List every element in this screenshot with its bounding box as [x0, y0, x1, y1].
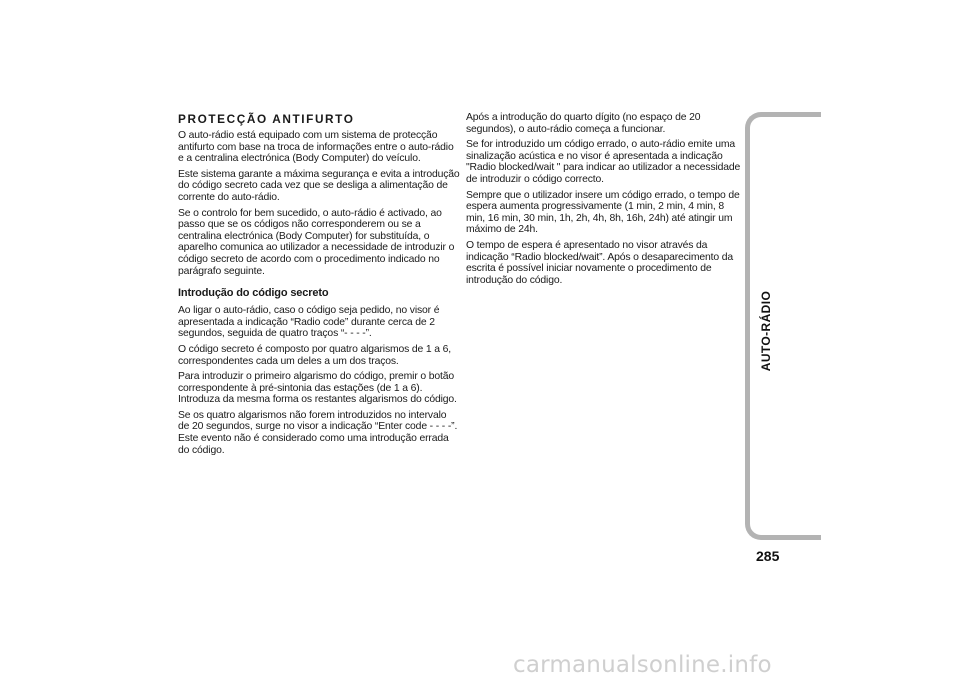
subsection-title: Introdução do código secreto	[178, 287, 329, 300]
section-title: PROTECÇÃO ANTIFURTO	[178, 112, 355, 126]
paragraph: Sempre que o utilizador insere um código errado, o tempo de espera aumenta progressivamente (1 min, 2 min, 4 min, 8 min, 16 min, 30 min, 1h, 2h, 4h, 8h, 16h, 24h) até atingir um máximo de 24h.	[466, 189, 740, 236]
page-number: 285	[756, 548, 780, 564]
chapter-tab-label	[752, 290, 780, 372]
chapter-tab-text: AUTO-RÁDIO	[759, 290, 774, 372]
paragraph: Este sistema garante a máxima segurança e evita a introdução do código secreto cada vez que se desliga a alimentação de corrente do auto-rádio.	[178, 168, 460, 203]
paragraph: O tempo de espera é apresentado no visor através da indicação “Radio blocked/wait”. Após o desaparecimento da escrita é possível iniciar novamente o procedimento de introdução do código.	[466, 239, 733, 286]
paragraph: Ao ligar o auto-rádio, caso o código seja pedido, no visor é apresentada a indicação “Radio code” durante cerca de 2 segundos, seguida de quatro traços “- - - -”.	[178, 305, 440, 340]
paragraph: Após a introdução do quarto dígito (no espaço de 20 segundos), o auto-rádio começa a funcionar.	[466, 112, 701, 135]
paragraph: O auto-rádio está equipado com um sistema de protecção antifurto com base na troca de informações entre o auto-rádio e a centralina electrónica (Body Computer) do veículo.	[178, 130, 454, 165]
watermark: carmanualsonline.info	[513, 652, 772, 678]
paragraph: Para introduzir o primeiro algarismo do código, premir o botão correspondente à pré-sintonia das estações (de 1 a 6). Introduza da mesma forma os restantes algarismos do código.	[178, 371, 457, 406]
paragraph: Se for introduzido um código errado, o auto-rádio emite uma sinalização acústica e no visor é apresentada a indicação "Radio blocked/wait " para indicar ao utilizador a necessidade de introduzir o código correcto.	[466, 139, 741, 185]
paragraph: O código secreto é composto por quatro algarismos de 1 a 6, correspondentes cada um deles a um dos traços.	[178, 343, 452, 367]
right-column	[466, 112, 742, 290]
left-column	[178, 112, 460, 460]
paragraph: Se os quatro algarismos não forem introduzidos no intervalo de 20 segundos, surge no visor a indicação “Enter code - - - -”. Este evento não é considerado como uma introdução errada do código.	[178, 409, 458, 456]
paragraph: Se o controlo for bem sucedido, o auto-rádio é activado, ao passo que se os códigos não corresponderem ou se a centralina electrónica (Body Computer) for substituída, o aparelho comunica ao utilizador a necessidade de introduzir o código secreto de acordo com o procedimento indicado no parágrafo seguinte.	[178, 207, 455, 277]
